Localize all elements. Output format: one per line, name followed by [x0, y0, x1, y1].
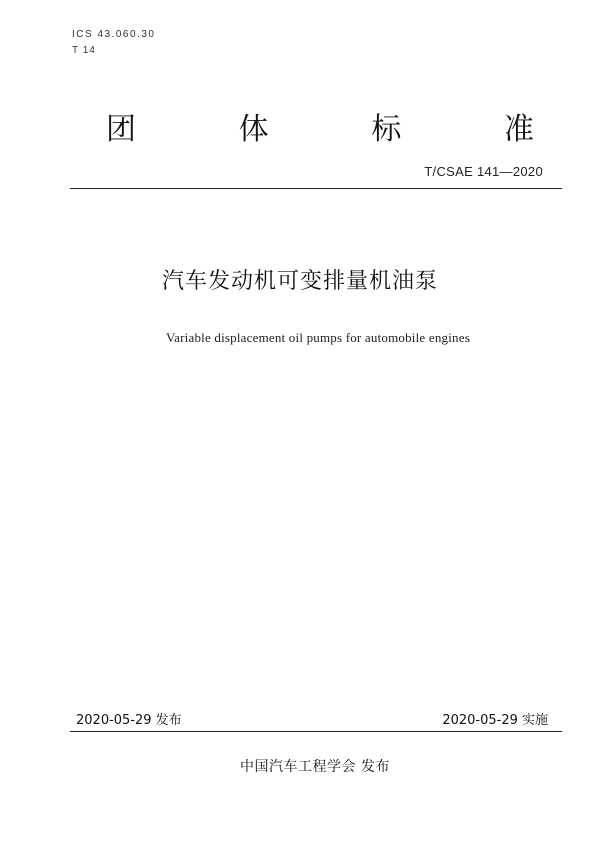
implementation-date: 2020-05-29 实施 [442, 713, 548, 728]
publisher: 中国汽车工程学会 发布 [240, 759, 390, 775]
standard-type-heading [95, 104, 545, 148]
english-title: Variable displacement oil pumps for automobile engines [166, 330, 470, 345]
standard-type-char: 团 [106, 112, 136, 147]
ccs-code: T 14 [72, 45, 96, 56]
top-divider [70, 188, 562, 189]
issue-date: 2020-05-29 发布 [76, 713, 182, 728]
standard-type-char: 标 [371, 112, 402, 147]
standard-type-char: 准 [503, 112, 534, 147]
ics-code: ICS 43.060.30 [72, 29, 156, 40]
bottom-divider [70, 731, 562, 732]
chinese-title: 汽车发动机可变排量机油泵 [161, 269, 438, 294]
standard-type-char: 体 [238, 112, 269, 147]
standard-number: T/CSAE 141—2020 [424, 164, 543, 179]
